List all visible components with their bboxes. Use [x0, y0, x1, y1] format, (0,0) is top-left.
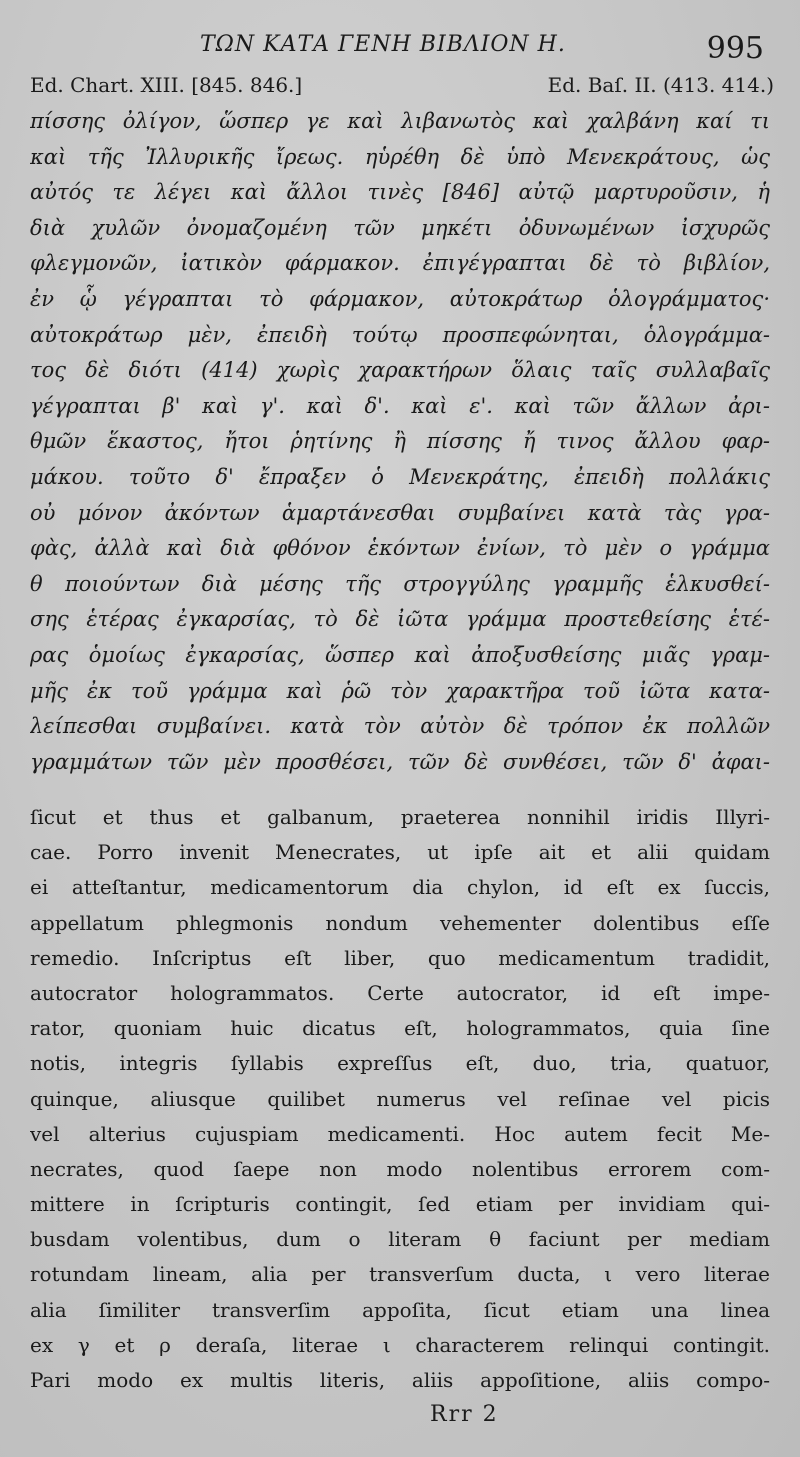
latin-line: cae. Porro invenit Menecrates, ut ipſe ait et alii quidam [30, 840, 770, 865]
latin-line: mittere in ſcripturis contingit, ſed etiam per invidiam qui- [30, 1192, 770, 1217]
running-title: ΤΩΝ ΚΑΤΑ ΓΕΝΗ ΒΙΒΛΙΟΝ Η. [200, 32, 566, 57]
running-head [0, 30, 800, 64]
latin-line: ei atteſtantur, medicamentorum dia chylon, id eſt ex ſuccis, [30, 875, 770, 900]
latin-line: busdam volentibus, dum o literam θ faciunt per mediam [30, 1227, 770, 1252]
latin-line: rotundam lineam, alia per transverſum ducta, ι vero literae [30, 1262, 770, 1287]
latin-text-block [30, 800, 770, 1398]
greek-line: αὐτοκράτωρ μὲν, ἐπειδὴ τούτῳ προσπεφώνηται, ὁλογράμμα- [30, 322, 770, 347]
greek-text-block [30, 104, 770, 780]
greek-line: οὐ μόνον ἀκόντων ἁμαρτάνεσθαι συμβαίνει κατὰ τὰς γρα- [30, 500, 770, 525]
greek-line: μάκου. τοῦτο δ' ἔπραξεν ὁ Μενεκράτης, ἐπειδὴ πολλάκις [30, 464, 770, 489]
latin-line: notis, integris ſyllabis expreſſus eſt, duo, tria, quatuor, [30, 1051, 770, 1076]
greek-line: γραμμάτων τῶν μὲν προσθέσει, τῶν δὲ συνθέσει, τῶν δ' ἀφαι- [30, 749, 770, 774]
greek-line: αὐτός τε λέγει καὶ ἄλλοι τινὲς [846] αὐτῷ μαρτυροῦσιν, ἡ [30, 180, 770, 205]
latin-line: necrates, quod ſaepe non modo nolentibus errorem com- [30, 1156, 770, 1181]
latin-line: rator, quoniam huic dicatus eſt, hologrammatos, quia ſine [30, 1016, 770, 1041]
latin-line: ex γ et ρ deraſa, literae ι characterem relinqui contingit. [30, 1332, 770, 1357]
greek-line: φὰς, ἀλλὰ καὶ διὰ φθόνον ἑκόντων ἐνίων, τὸ μὲν ο γράμμα [30, 536, 770, 561]
edition-reference-line [30, 70, 774, 100]
greek-line: φλεγμονῶν, ἰατικὸν φάρμακον. ἐπιγέγραπται δὲ τὸ βιβλίον, [30, 251, 770, 276]
latin-line: vel alterius cujuspiam medicamenti. Hoc autem fecit Me- [30, 1121, 770, 1146]
greek-line: ἐν ᾧ γέγραπται τὸ φάρμακον, αὐτοκράτωρ ὁλογράμματος· [30, 286, 770, 311]
edition-basel-reference: Ed. Baſ. II. (413. 414.) [547, 73, 774, 97]
greek-line: λείπεσθαι συμβαίνει. κατὰ τὸν αὐτὸν δὲ τρόπον ἐκ πολλῶν [30, 714, 770, 739]
latin-line: appellatum phlegmonis nondum vehementer dolentibus eſſe [30, 910, 770, 935]
latin-line: alia ſimiliter transverſim appoſita, ſicut etiam una linea [30, 1297, 770, 1322]
printer-signature-mark: Rrr 2 [430, 1402, 499, 1427]
greek-line: τος δὲ διότι (414) χωρὶς χαρακτήρων ὅλαις ταῖς συλλαβαῖς [30, 358, 770, 383]
latin-line: quinque, aliusque quilibet numerus vel reſinae vel picis [30, 1086, 770, 1111]
greek-line: θμῶν ἕκαστος, ἤτοι ῥητίνης ἢ πίσσης ἤ τινος ἄλλου φαρ- [30, 429, 770, 454]
latin-line: Pari modo ex multis literis, aliis appoſitione, aliis compo- [30, 1368, 770, 1392]
greek-line: θ ποιούντων διὰ μέσης τῆς στρογγύλης γραμμῆς ἑλκυσθεί- [30, 571, 770, 596]
greek-line: καὶ τῆς Ἰλλυρικῆς ἴρεως. ηὑρέθη δὲ ὑπὸ Μενεκράτους, ὡς [30, 144, 770, 169]
greek-line: μῆς ἐκ τοῦ γράμμα καὶ ῥῶ τὸν χαρακτῆρα τοῦ ἰῶτα κατα- [30, 678, 770, 703]
latin-line: ſicut et thus et galbanum, praeterea nonnihil iridis Illyri- [30, 805, 770, 829]
latin-line: remedio. Inſcriptus eſt liber, quo medicamentum tradidit, [30, 945, 770, 970]
greek-line: διὰ χυλῶν ὀνομαζομένη τῶν μηκέτι ὀδυνωμένων ἰσχυρῶς [30, 215, 770, 240]
edition-chart-reference: Ed. Chart. XIII. [845. 846.] [30, 73, 303, 97]
page-number: 995 [706, 31, 764, 66]
latin-line: autocrator hologrammatos. Certe autocrator, id eſt impe- [30, 980, 770, 1005]
greek-line: σης ἑτέρας ἐγκαρσίας, τὸ δὲ ἰῶτα γράμμα προστεθείσης ἑτέ- [30, 607, 770, 632]
greek-line: γέγραπται β' καὶ γ'. καὶ δ'. καὶ ε'. καὶ τῶν ἄλλων ἀρι- [30, 393, 770, 418]
greek-line: ρας ὁμοίως ἐγκαρσίας, ὥσπερ καὶ ἀποξυσθείσης μιᾶς γραμ- [30, 642, 770, 667]
greek-line: πίσσης ὀλίγον, ὥσπερ γε καὶ λιβανωτὸς καὶ χαλβάνη καί τι [30, 109, 770, 133]
